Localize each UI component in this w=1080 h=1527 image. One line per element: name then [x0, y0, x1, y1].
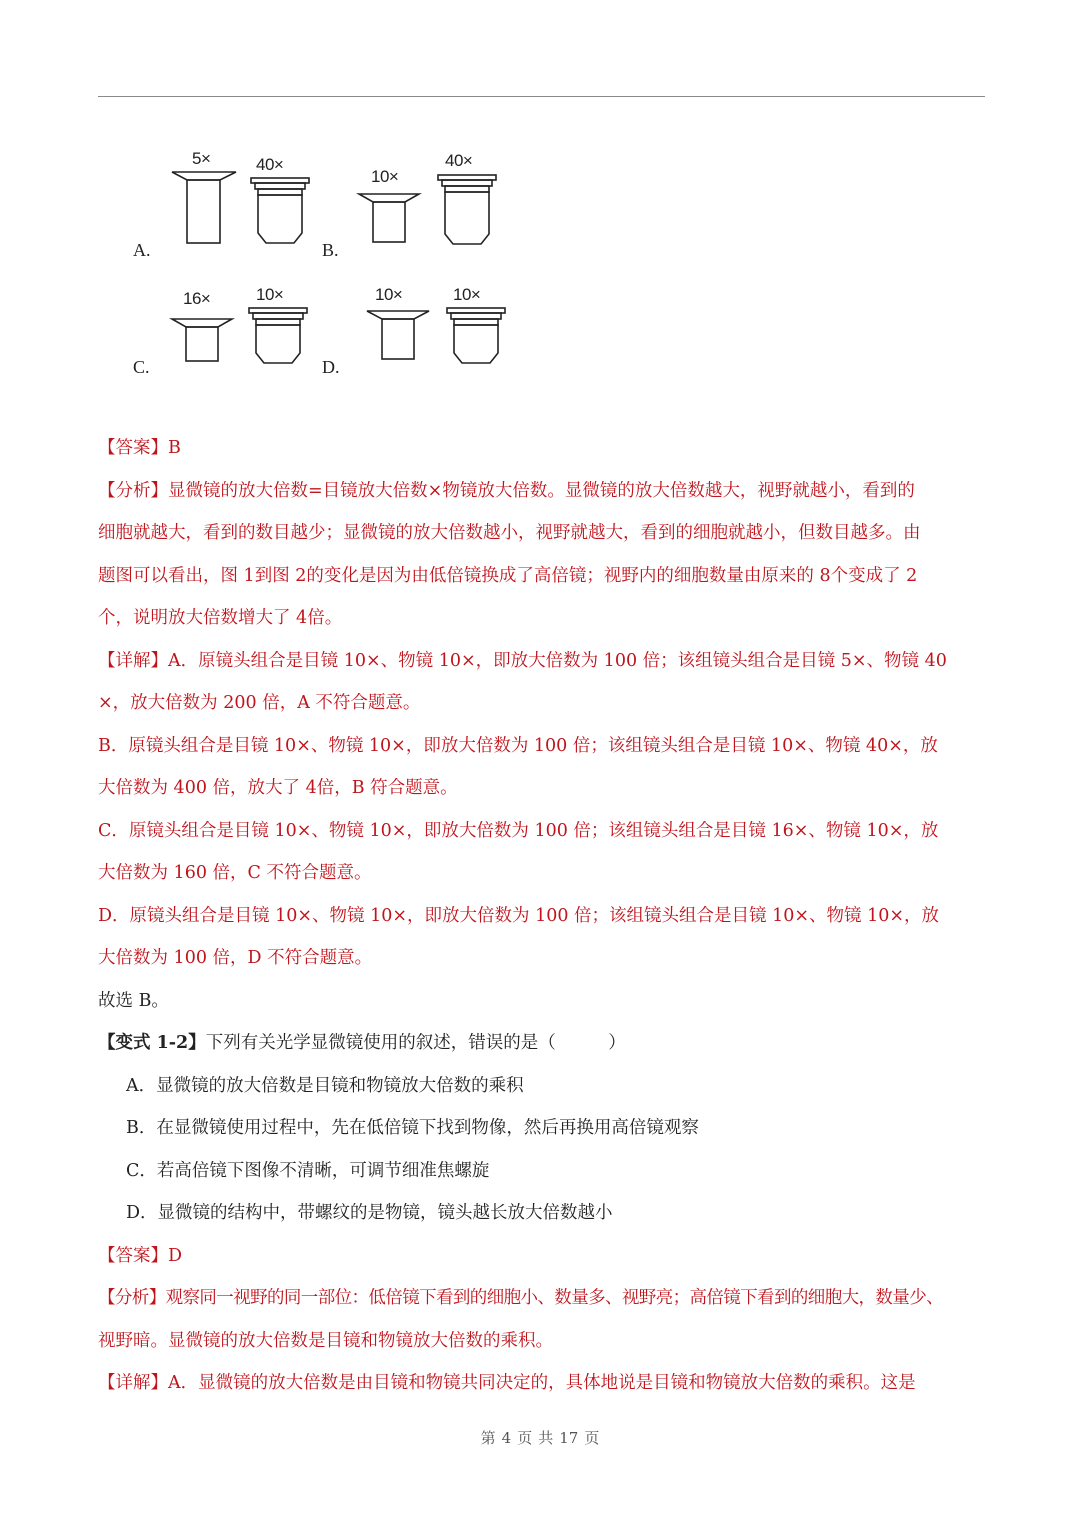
q2-tag: 【变式 1-2】: [98, 1033, 206, 1053]
option-d-eyepiece-label: 10×: [375, 285, 403, 304]
q2-question: [98, 1031, 988, 1055]
option-a-objective-label: 40×: [256, 155, 284, 174]
total-pages: 17: [559, 1429, 579, 1447]
option-a-eyepiece-label: 5×: [192, 149, 211, 168]
q1-detail-line: 【详解】A．原镜头组合是目镜 10×、物镜 10×，即放大倍数为 100 倍；该组镜头组合是目镜 5×、物镜 40: [98, 651, 947, 671]
q1-conclusion: 故选 B。: [98, 991, 169, 1011]
option-c-objective: [248, 307, 308, 365]
option-c-eyepiece-label: 16×: [183, 289, 211, 308]
q2-stem: 下列有关光学显微镜使用的叙述，错误的是（ ）: [205, 1033, 626, 1053]
current-page: 4: [501, 1429, 512, 1447]
q2-analysis-line: 【分析】观察同一视野的同一部位：低倍镜下看到的细胞小、数量多、视野亮；高倍镜下看到的细胞大，数量少、: [98, 1288, 943, 1308]
q1-analysis-line: 题图可以看出，图 1到图 2的变化是因为由低倍镜换成了高倍镜；视野内的细胞数量由原来的 8个变成了 2: [98, 566, 918, 586]
option-c-letter: C.: [133, 357, 150, 377]
option-d-letter: D.: [322, 357, 340, 377]
q2-option: A．显微镜的放大倍数是目镜和物镜放大倍数的乘积: [126, 1076, 524, 1096]
option-c-eyepiece: [171, 318, 233, 364]
q1-detail-line: ×，放大倍数为 200 倍，A 不符合题意。: [98, 693, 421, 713]
q2-option: D．显微镜的结构中，带螺纹的是物镜，镜头越长放大倍数越小: [126, 1203, 613, 1223]
option-b-eyepiece: [358, 193, 420, 245]
q1-answer: 【答案】B: [98, 438, 181, 458]
q1-analysis-line: 【分析】显微镜的放大倍数=目镜放大倍数×物镜放大倍数。显微镜的放大倍数越大，视野就越小，看到的: [98, 481, 915, 501]
option-b-letter: B.: [322, 240, 339, 260]
q2-option: B．在显微镜使用过程中，先在低倍镜下找到物像，然后再换用高倍镜观察: [126, 1118, 699, 1138]
q1-detail-line: 大倍数为 100 倍，D 不符合题意。: [98, 948, 373, 968]
option-a-letter: A.: [133, 240, 151, 260]
q1-analysis-line: 个，说明放大倍数增大了 4倍。: [98, 608, 343, 628]
q1-detail-line: B．原镜头组合是目镜 10×、物镜 10×，即放大倍数为 100 倍；该组镜头组合是目镜 10×、物镜 40×，放: [98, 736, 938, 756]
option-c-objective-label: 10×: [256, 285, 284, 304]
option-b-objective: [437, 174, 497, 246]
q1-detail-line: D．原镜头组合是目镜 10×、物镜 10×，即放大倍数为 100 倍；该组镜头组合是目镜 10×、物镜 10×，放: [98, 906, 940, 926]
q1-detail-line: C．原镜头组合是目镜 10×、物镜 10×，即放大倍数为 100 倍；该组镜头组合是目镜 16×、物镜 10×，放: [98, 821, 939, 841]
q2-option: C．若高倍镜下图像不清晰，可调节细准焦螺旋: [126, 1161, 490, 1181]
option-b-eyepiece-label: 10×: [371, 167, 399, 186]
header-rule: [98, 96, 985, 97]
q2-answer: 【答案】D: [98, 1246, 183, 1266]
option-b-objective-label: 40×: [445, 151, 473, 170]
q1-detail-line: 大倍数为 400 倍，放大了 4倍，B 符合题意。: [98, 778, 458, 798]
q2-analysis-line: 视野暗。显微镜的放大倍数是目镜和物镜放大倍数的乘积。: [98, 1331, 553, 1351]
option-d-objective-label: 10×: [453, 285, 481, 304]
option-a-objective: [250, 177, 310, 245]
option-d-eyepiece: [366, 310, 430, 362]
option-d-objective: [446, 307, 506, 365]
page-footer: 第 4 页 共 17 页: [480, 1429, 600, 1447]
q1-detail-line: 大倍数为 160 倍，C 不符合题意。: [98, 863, 372, 883]
option-a-eyepiece: [171, 171, 237, 245]
q1-analysis-line: 细胞就越大，看到的数目越少；显微镜的放大倍数越小，视野就越大，看到的细胞就越小，但数目越多。由: [98, 523, 921, 543]
q2-detail-line: 【详解】A．显微镜的放大倍数是由目镜和物镜共同决定的，具体地说是目镜和物镜放大倍数的乘积。这是: [98, 1373, 916, 1393]
